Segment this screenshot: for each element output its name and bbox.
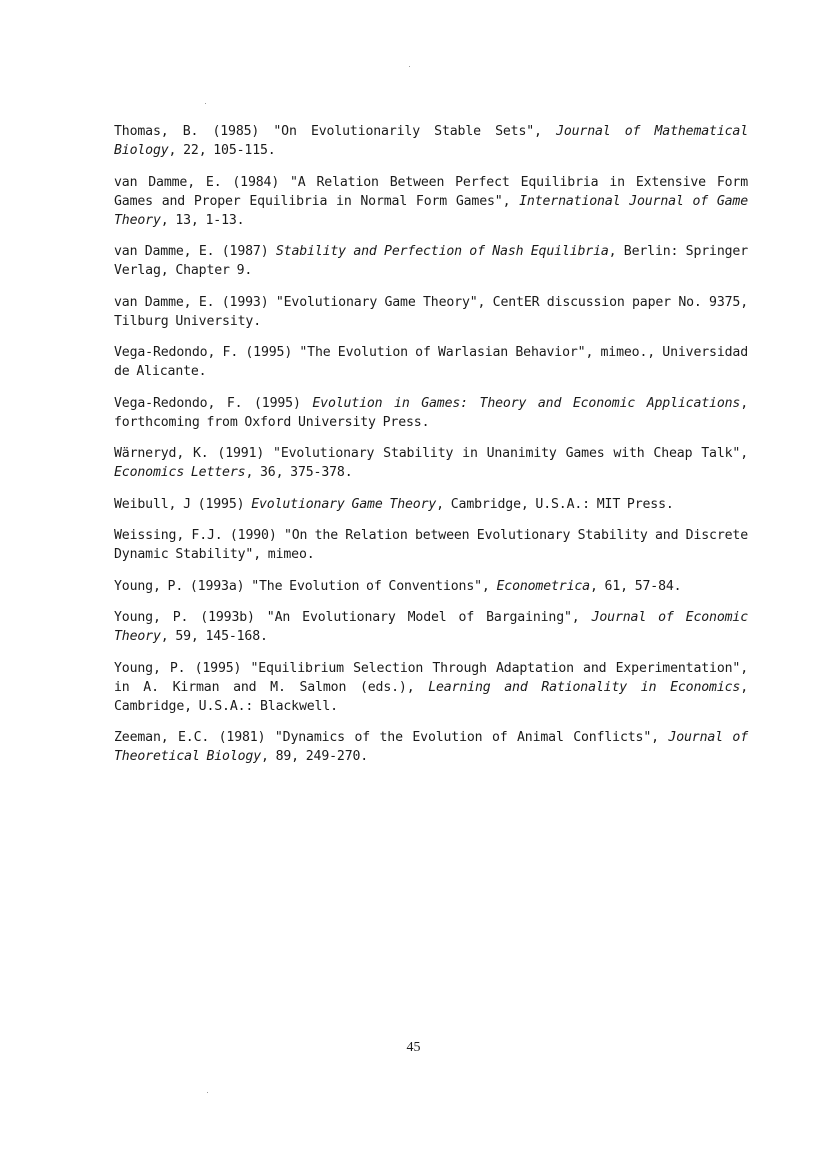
reference-text: , Cambridge, U.S.A.: Blackwell. [114, 679, 748, 714]
reference-text: , 59, 145-168. [160, 629, 268, 644]
reference-text: van Damme, E. (1984) "A Relation Between Perfect Equilibria in Extensive Form Games and Proper Equilibria in Normal Form Games", [114, 174, 748, 209]
reference-entry [114, 728, 748, 766]
reference-text: Vega-Redondo, F. (1995) [114, 395, 313, 411]
reference-text: Young, P. (1993b) "An Evolutionary Model of Bargaining", [114, 610, 592, 625]
reference-entry [114, 608, 748, 646]
reference-source-title: Journal of Theoretical Biology [114, 730, 748, 764]
page-number: 45 [406, 1040, 421, 1055]
scan-speck [205, 103, 206, 104]
reference-text: Vega-Redondo, F. (1995) "The Evolution of Warlasian Behavior", mimeo., Universidad de Alicante. [114, 345, 748, 379]
reference-text: van Damme, E. (1987) [114, 244, 276, 259]
reference-list [114, 122, 748, 779]
reference-text: Wärneryd, K. (1991) "Evolutionary Stability in Unanimity Games with Cheap Talk", [114, 446, 748, 461]
reference-entry [114, 173, 748, 230]
reference-text: , forthcoming from Oxford University Press. [114, 395, 749, 430]
scan-speck [207, 1092, 208, 1093]
scan-speck [409, 66, 410, 67]
reference-text: , Cambridge, U.S.A.: MIT Press. [436, 496, 674, 512]
reference-entry [114, 242, 748, 280]
reference-text: Young, P. (1993a) "The Evolution of Conventions", [114, 578, 497, 594]
reference-source-title: Econometrica [496, 578, 590, 594]
reference-text: , 22, 105-115. [168, 143, 276, 158]
reference-entry [114, 122, 748, 160]
reference-text: , 61, 57-84. [589, 578, 682, 594]
reference-text: Weissing, F.J. (1990) "On the Relation between Evolutionary Stability and Discrete Dynamic Stability", mimeo. [114, 528, 748, 562]
reference-text: van Damme, E. (1993) "Evolutionary Game Theory", CentER discussion paper No. 9375, Tilburg University. [114, 294, 748, 329]
reference-text: , 13, 1-13. [160, 212, 245, 228]
reference-entry [114, 577, 748, 596]
reference-source-title: International Journal of Game Theory [114, 193, 748, 228]
reference-text: Zeeman, E.C. (1981) "Dynamics of the Evolution of Animal Conflicts", [114, 730, 669, 745]
reference-source-title: Economics Letters [114, 465, 246, 480]
reference-text: , 89, 249-270. [261, 749, 369, 764]
reference-entry [114, 444, 748, 482]
reference-source-title: Evolutionary Game Theory [251, 496, 437, 512]
reference-source-title: Learning and Rationality in Economics [428, 679, 741, 695]
reference-entry [114, 495, 748, 514]
reference-text: , 36, 375-378. [245, 465, 353, 480]
reference-source-title: Evolution in Games: Theory and Economic Applications [312, 395, 741, 411]
reference-source-title: Journal of Mathematical Biology [114, 124, 748, 158]
reference-entry [114, 659, 748, 716]
reference-text: Young, P. (1995) "Equilibrium Selection Through Adaptation and Experimentation", in A. Kirman and M. Salmon (eds.), [114, 660, 748, 695]
reference-entry [114, 293, 748, 331]
reference-source-title: Stability and Perfection of Nash Equilibria [275, 244, 609, 259]
reference-entry [114, 394, 748, 432]
reference-source-title: Journal of Economic Theory [114, 610, 748, 644]
reference-entry [114, 526, 748, 564]
reference-entry [114, 343, 748, 381]
reference-text: Weibull, J (1995) [114, 496, 252, 512]
reference-text: Thomas, B. (1985) "On Evolutionarily Stable Sets", [114, 124, 557, 139]
reference-text: , Berlin: Springer Verlag, Chapter 9. [114, 244, 749, 278]
